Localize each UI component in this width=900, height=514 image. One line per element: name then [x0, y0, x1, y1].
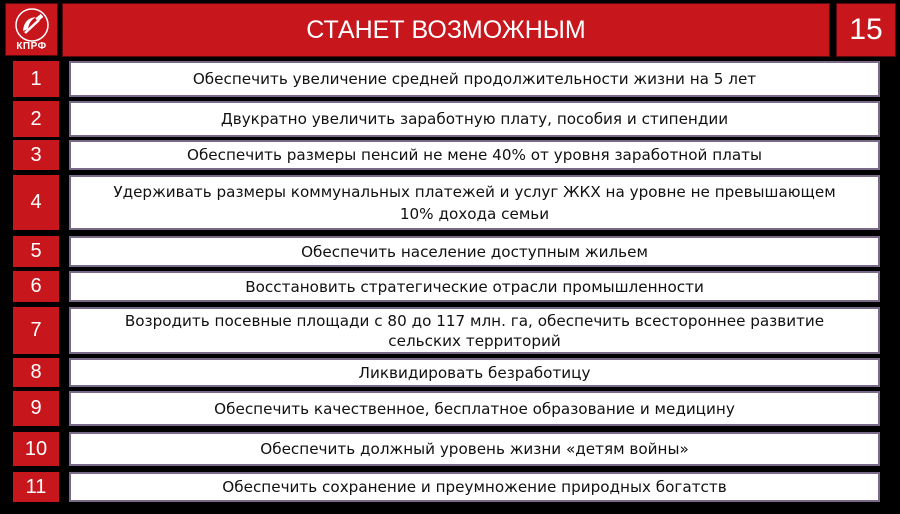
- item-text: Удерживать размеры коммунальных платежей и услуг ЖКХ на уровне не превышающем 10% дохода семьи: [69, 175, 880, 230]
- item-text: Ликвидировать безработицу: [69, 358, 880, 387]
- item-number: 5: [13, 236, 59, 267]
- item-number: 11: [13, 472, 59, 502]
- logo-label: КПРФ: [16, 41, 47, 52]
- item-text: Двукратно увеличить заработную плату, пособия и стипендии: [69, 101, 880, 137]
- item-text: Обеспечить должный уровень жизни «детям войны»: [69, 432, 880, 466]
- item-number: 4: [13, 175, 59, 230]
- item-text: Обеспечить качественное, бесплатное образование и медицину: [69, 391, 880, 426]
- item-number: 3: [13, 140, 59, 170]
- item-number: 10: [13, 432, 59, 466]
- item-number: 6: [13, 271, 59, 302]
- kprf-logo: [5, 3, 58, 56]
- item-text: Обеспечить увеличение средней продолжительности жизни на 5 лет: [69, 61, 880, 97]
- item-number: 1: [13, 61, 59, 97]
- item-number: 9: [13, 391, 59, 426]
- item-number: 2: [13, 101, 59, 137]
- page-number: [836, 3, 896, 57]
- item-text: Обеспечить население доступным жильем: [69, 236, 880, 267]
- item-number: 7: [13, 307, 59, 354]
- item-text: Обеспечить сохранение и преумножение природных богатств: [69, 472, 880, 502]
- page-title-text: СТАНЕТ ВОЗМОЖНЫМ: [306, 15, 586, 44]
- page-number-text: 15: [849, 13, 883, 46]
- item-number: 8: [13, 358, 59, 387]
- page-title: [62, 3, 830, 57]
- item-text: Возродить посевные площади с 80 до 117 млн. га, обеспечить всестороннее развитие сельских территорий: [69, 307, 880, 354]
- item-text: Восстановить стратегические отрасли промышленности: [69, 271, 880, 302]
- item-text: Обеспечить размеры пенсий не мене 40% от уровня заработной платы: [69, 140, 880, 170]
